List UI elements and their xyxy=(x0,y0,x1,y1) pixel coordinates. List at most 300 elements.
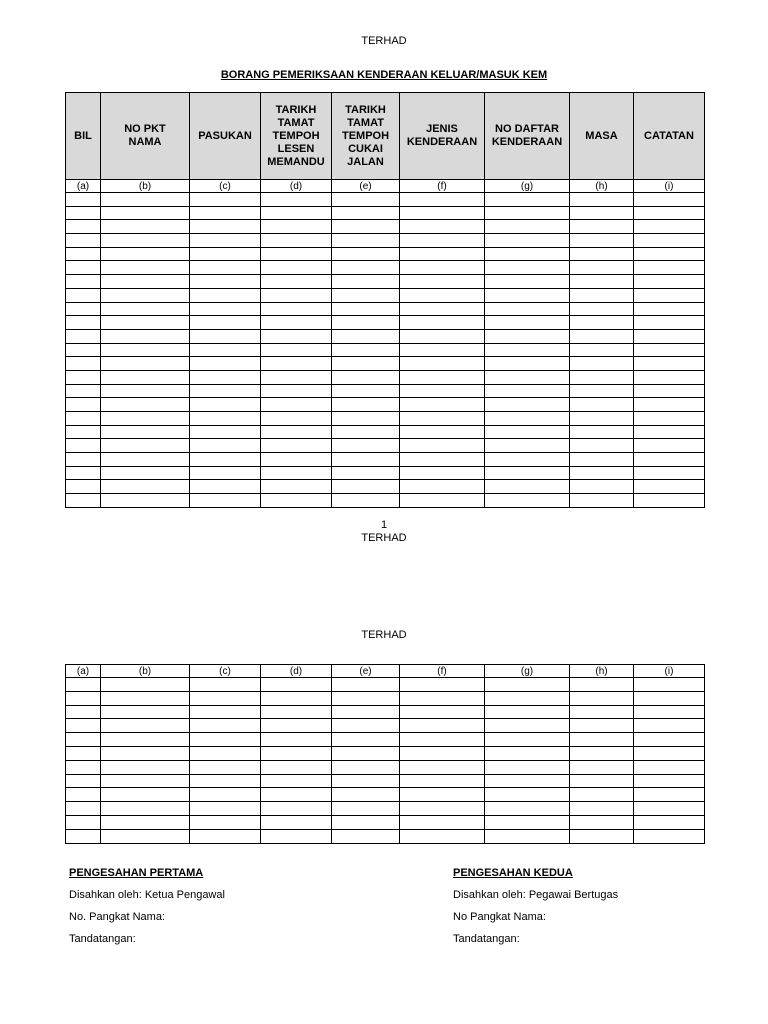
table-cell[interactable] xyxy=(332,357,400,371)
table-cell[interactable] xyxy=(400,788,485,802)
table-cell[interactable] xyxy=(485,788,570,802)
table-cell[interactable] xyxy=(634,774,705,788)
table-cell[interactable] xyxy=(634,746,705,760)
table-cell[interactable] xyxy=(332,815,400,829)
table-cell[interactable] xyxy=(101,494,190,508)
table-cell[interactable] xyxy=(261,275,332,289)
table-cell[interactable] xyxy=(400,815,485,829)
table-cell[interactable] xyxy=(400,206,485,220)
table-cell[interactable] xyxy=(400,480,485,494)
table-cell[interactable] xyxy=(570,466,634,480)
table-cell[interactable] xyxy=(634,829,705,843)
table-cell[interactable] xyxy=(66,802,101,816)
table-cell[interactable] xyxy=(485,412,570,426)
table-cell[interactable] xyxy=(101,719,190,733)
table-cell[interactable] xyxy=(66,705,101,719)
table-cell[interactable] xyxy=(332,398,400,412)
table-cell[interactable] xyxy=(400,691,485,705)
table-cell[interactable] xyxy=(634,398,705,412)
table-cell[interactable] xyxy=(66,329,101,343)
table-cell[interactable] xyxy=(634,370,705,384)
table-cell[interactable] xyxy=(66,439,101,453)
table-cell[interactable] xyxy=(400,678,485,692)
table-cell[interactable] xyxy=(634,691,705,705)
table-cell[interactable] xyxy=(261,788,332,802)
table-cell[interactable] xyxy=(570,234,634,248)
table-cell[interactable] xyxy=(485,357,570,371)
table-cell[interactable] xyxy=(190,480,261,494)
table-cell[interactable] xyxy=(190,788,261,802)
table-cell[interactable] xyxy=(101,439,190,453)
table-cell[interactable] xyxy=(570,288,634,302)
table-cell[interactable] xyxy=(332,705,400,719)
table-cell[interactable] xyxy=(101,193,190,207)
table-cell[interactable] xyxy=(400,357,485,371)
table-cell[interactable] xyxy=(101,829,190,843)
table-cell[interactable] xyxy=(261,220,332,234)
table-cell[interactable] xyxy=(190,234,261,248)
table-cell[interactable] xyxy=(261,466,332,480)
table-cell[interactable] xyxy=(332,760,400,774)
table-cell[interactable] xyxy=(332,425,400,439)
table-cell[interactable] xyxy=(101,705,190,719)
table-cell[interactable] xyxy=(190,302,261,316)
table-cell[interactable] xyxy=(400,247,485,261)
table-cell[interactable] xyxy=(101,788,190,802)
table-cell[interactable] xyxy=(101,453,190,467)
table-cell[interactable] xyxy=(400,288,485,302)
table-cell[interactable] xyxy=(332,329,400,343)
table-cell[interactable] xyxy=(485,719,570,733)
table-cell[interactable] xyxy=(332,746,400,760)
table-cell[interactable] xyxy=(570,220,634,234)
table-cell[interactable] xyxy=(485,774,570,788)
table-cell[interactable] xyxy=(332,302,400,316)
table-cell[interactable] xyxy=(485,234,570,248)
table-cell[interactable] xyxy=(570,453,634,467)
table-cell[interactable] xyxy=(66,398,101,412)
table-cell[interactable] xyxy=(634,275,705,289)
table-cell[interactable] xyxy=(101,247,190,261)
table-cell[interactable] xyxy=(101,733,190,747)
table-cell[interactable] xyxy=(485,316,570,330)
table-cell[interactable] xyxy=(66,234,101,248)
table-cell[interactable] xyxy=(570,760,634,774)
table-cell[interactable] xyxy=(400,412,485,426)
table-cell[interactable] xyxy=(485,815,570,829)
table-cell[interactable] xyxy=(400,316,485,330)
table-cell[interactable] xyxy=(101,357,190,371)
table-cell[interactable] xyxy=(332,370,400,384)
table-cell[interactable] xyxy=(66,206,101,220)
table-cell[interactable] xyxy=(570,398,634,412)
table-cell[interactable] xyxy=(332,480,400,494)
table-cell[interactable] xyxy=(190,425,261,439)
table-cell[interactable] xyxy=(570,412,634,426)
table-cell[interactable] xyxy=(66,719,101,733)
table-cell[interactable] xyxy=(485,261,570,275)
table-cell[interactable] xyxy=(190,719,261,733)
table-cell[interactable] xyxy=(634,316,705,330)
table-cell[interactable] xyxy=(485,829,570,843)
table-cell[interactable] xyxy=(485,494,570,508)
table-cell[interactable] xyxy=(261,802,332,816)
table-cell[interactable] xyxy=(400,329,485,343)
table-cell[interactable] xyxy=(261,316,332,330)
table-cell[interactable] xyxy=(190,733,261,747)
table-cell[interactable] xyxy=(400,733,485,747)
table-cell[interactable] xyxy=(261,370,332,384)
table-cell[interactable] xyxy=(332,733,400,747)
table-cell[interactable] xyxy=(190,760,261,774)
table-cell[interactable] xyxy=(66,425,101,439)
table-cell[interactable] xyxy=(570,439,634,453)
table-cell[interactable] xyxy=(190,453,261,467)
table-cell[interactable] xyxy=(570,384,634,398)
table-cell[interactable] xyxy=(332,719,400,733)
table-cell[interactable] xyxy=(570,494,634,508)
table-cell[interactable] xyxy=(332,343,400,357)
table-cell[interactable] xyxy=(101,746,190,760)
table-cell[interactable] xyxy=(190,220,261,234)
table-cell[interactable] xyxy=(66,494,101,508)
table-cell[interactable] xyxy=(400,370,485,384)
table-cell[interactable] xyxy=(66,691,101,705)
table-cell[interactable] xyxy=(570,206,634,220)
table-cell[interactable] xyxy=(332,829,400,843)
table-cell[interactable] xyxy=(261,719,332,733)
table-cell[interactable] xyxy=(400,774,485,788)
table-cell[interactable] xyxy=(66,412,101,426)
table-cell[interactable] xyxy=(261,733,332,747)
table-cell[interactable] xyxy=(570,329,634,343)
table-cell[interactable] xyxy=(101,275,190,289)
table-cell[interactable] xyxy=(190,774,261,788)
table-cell[interactable] xyxy=(261,691,332,705)
table-cell[interactable] xyxy=(634,439,705,453)
table-cell[interactable] xyxy=(400,425,485,439)
table-cell[interactable] xyxy=(261,357,332,371)
table-cell[interactable] xyxy=(570,316,634,330)
table-cell[interactable] xyxy=(485,691,570,705)
table-cell[interactable] xyxy=(485,480,570,494)
table-cell[interactable] xyxy=(332,453,400,467)
table-cell[interactable] xyxy=(66,247,101,261)
table-cell[interactable] xyxy=(634,247,705,261)
table-cell[interactable] xyxy=(634,480,705,494)
table-cell[interactable] xyxy=(101,691,190,705)
table-cell[interactable] xyxy=(570,370,634,384)
table-cell[interactable] xyxy=(634,302,705,316)
table-cell[interactable] xyxy=(101,425,190,439)
table-cell[interactable] xyxy=(485,370,570,384)
table-cell[interactable] xyxy=(101,466,190,480)
table-cell[interactable] xyxy=(570,719,634,733)
table-cell[interactable] xyxy=(66,453,101,467)
table-cell[interactable] xyxy=(261,329,332,343)
table-cell[interactable] xyxy=(66,316,101,330)
table-cell[interactable] xyxy=(634,384,705,398)
table-cell[interactable] xyxy=(485,439,570,453)
table-cell[interactable] xyxy=(332,384,400,398)
table-cell[interactable] xyxy=(400,193,485,207)
table-cell[interactable] xyxy=(332,802,400,816)
table-cell[interactable] xyxy=(332,234,400,248)
table-cell[interactable] xyxy=(570,275,634,289)
table-cell[interactable] xyxy=(570,302,634,316)
table-cell[interactable] xyxy=(261,384,332,398)
table-cell[interactable] xyxy=(66,733,101,747)
table-cell[interactable] xyxy=(485,705,570,719)
table-cell[interactable] xyxy=(634,343,705,357)
table-cell[interactable] xyxy=(101,206,190,220)
table-cell[interactable] xyxy=(261,288,332,302)
table-cell[interactable] xyxy=(332,288,400,302)
table-cell[interactable] xyxy=(101,261,190,275)
table-cell[interactable] xyxy=(101,398,190,412)
table-cell[interactable] xyxy=(261,247,332,261)
table-cell[interactable] xyxy=(332,206,400,220)
table-cell[interactable] xyxy=(66,746,101,760)
table-cell[interactable] xyxy=(261,815,332,829)
table-cell[interactable] xyxy=(101,370,190,384)
table-cell[interactable] xyxy=(332,193,400,207)
table-cell[interactable] xyxy=(400,802,485,816)
table-cell[interactable] xyxy=(66,343,101,357)
table-cell[interactable] xyxy=(190,357,261,371)
table-cell[interactable] xyxy=(190,412,261,426)
table-cell[interactable] xyxy=(332,247,400,261)
table-cell[interactable] xyxy=(485,466,570,480)
table-cell[interactable] xyxy=(261,678,332,692)
table-cell[interactable] xyxy=(332,678,400,692)
table-cell[interactable] xyxy=(190,247,261,261)
table-cell[interactable] xyxy=(190,288,261,302)
table-cell[interactable] xyxy=(570,678,634,692)
table-cell[interactable] xyxy=(66,466,101,480)
table-cell[interactable] xyxy=(101,234,190,248)
table-cell[interactable] xyxy=(101,774,190,788)
table-cell[interactable] xyxy=(101,302,190,316)
table-cell[interactable] xyxy=(400,261,485,275)
table-cell[interactable] xyxy=(400,384,485,398)
table-cell[interactable] xyxy=(570,705,634,719)
table-cell[interactable] xyxy=(190,815,261,829)
table-cell[interactable] xyxy=(101,343,190,357)
table-cell[interactable] xyxy=(190,329,261,343)
table-cell[interactable] xyxy=(332,316,400,330)
table-cell[interactable] xyxy=(261,234,332,248)
table-cell[interactable] xyxy=(485,746,570,760)
table-cell[interactable] xyxy=(634,802,705,816)
table-cell[interactable] xyxy=(634,234,705,248)
table-cell[interactable] xyxy=(634,466,705,480)
table-cell[interactable] xyxy=(570,815,634,829)
table-cell[interactable] xyxy=(190,206,261,220)
table-cell[interactable] xyxy=(190,829,261,843)
table-cell[interactable] xyxy=(66,357,101,371)
table-cell[interactable] xyxy=(400,439,485,453)
table-cell[interactable] xyxy=(66,829,101,843)
table-cell[interactable] xyxy=(332,275,400,289)
table-cell[interactable] xyxy=(66,760,101,774)
table-cell[interactable] xyxy=(570,247,634,261)
table-cell[interactable] xyxy=(400,398,485,412)
table-cell[interactable] xyxy=(66,220,101,234)
table-cell[interactable] xyxy=(570,691,634,705)
table-cell[interactable] xyxy=(190,384,261,398)
table-cell[interactable] xyxy=(332,466,400,480)
table-cell[interactable] xyxy=(634,357,705,371)
table-cell[interactable] xyxy=(190,261,261,275)
table-cell[interactable] xyxy=(400,220,485,234)
table-cell[interactable] xyxy=(332,774,400,788)
table-cell[interactable] xyxy=(261,705,332,719)
table-cell[interactable] xyxy=(570,774,634,788)
table-cell[interactable] xyxy=(400,302,485,316)
table-cell[interactable] xyxy=(190,398,261,412)
table-cell[interactable] xyxy=(634,261,705,275)
table-cell[interactable] xyxy=(570,480,634,494)
table-cell[interactable] xyxy=(66,370,101,384)
table-cell[interactable] xyxy=(485,247,570,261)
table-cell[interactable] xyxy=(570,788,634,802)
table-cell[interactable] xyxy=(261,343,332,357)
table-cell[interactable] xyxy=(634,288,705,302)
table-cell[interactable] xyxy=(485,398,570,412)
table-cell[interactable] xyxy=(570,746,634,760)
table-cell[interactable] xyxy=(190,193,261,207)
table-cell[interactable] xyxy=(66,275,101,289)
table-cell[interactable] xyxy=(570,261,634,275)
table-cell[interactable] xyxy=(190,705,261,719)
table-cell[interactable] xyxy=(101,384,190,398)
table-cell[interactable] xyxy=(485,275,570,289)
table-cell[interactable] xyxy=(400,705,485,719)
table-cell[interactable] xyxy=(634,193,705,207)
table-cell[interactable] xyxy=(261,425,332,439)
table-cell[interactable] xyxy=(570,193,634,207)
table-cell[interactable] xyxy=(261,193,332,207)
table-cell[interactable] xyxy=(66,678,101,692)
table-cell[interactable] xyxy=(190,691,261,705)
table-cell[interactable] xyxy=(570,733,634,747)
table-cell[interactable] xyxy=(400,746,485,760)
table-cell[interactable] xyxy=(66,774,101,788)
table-cell[interactable] xyxy=(400,829,485,843)
table-cell[interactable] xyxy=(66,261,101,275)
table-cell[interactable] xyxy=(485,453,570,467)
table-cell[interactable] xyxy=(634,705,705,719)
table-cell[interactable] xyxy=(261,746,332,760)
table-cell[interactable] xyxy=(101,329,190,343)
table-cell[interactable] xyxy=(66,815,101,829)
table-cell[interactable] xyxy=(66,788,101,802)
table-cell[interactable] xyxy=(101,480,190,494)
table-cell[interactable] xyxy=(190,746,261,760)
table-cell[interactable] xyxy=(261,829,332,843)
table-cell[interactable] xyxy=(485,193,570,207)
table-cell[interactable] xyxy=(261,439,332,453)
table-cell[interactable] xyxy=(634,733,705,747)
table-cell[interactable] xyxy=(400,719,485,733)
table-cell[interactable] xyxy=(634,719,705,733)
table-cell[interactable] xyxy=(190,466,261,480)
table-cell[interactable] xyxy=(634,494,705,508)
table-cell[interactable] xyxy=(261,206,332,220)
table-cell[interactable] xyxy=(66,193,101,207)
table-cell[interactable] xyxy=(190,275,261,289)
table-cell[interactable] xyxy=(570,357,634,371)
table-cell[interactable] xyxy=(332,220,400,234)
table-cell[interactable] xyxy=(261,774,332,788)
table-cell[interactable] xyxy=(485,384,570,398)
table-cell[interactable] xyxy=(634,760,705,774)
table-cell[interactable] xyxy=(485,302,570,316)
table-cell[interactable] xyxy=(261,453,332,467)
table-cell[interactable] xyxy=(101,220,190,234)
table-cell[interactable] xyxy=(332,494,400,508)
table-cell[interactable] xyxy=(634,815,705,829)
table-cell[interactable] xyxy=(634,220,705,234)
table-cell[interactable] xyxy=(634,788,705,802)
table-cell[interactable] xyxy=(261,302,332,316)
table-cell[interactable] xyxy=(570,343,634,357)
table-cell[interactable] xyxy=(332,261,400,275)
table-cell[interactable] xyxy=(400,760,485,774)
table-cell[interactable] xyxy=(261,760,332,774)
table-cell[interactable] xyxy=(400,494,485,508)
table-cell[interactable] xyxy=(570,425,634,439)
table-cell[interactable] xyxy=(485,802,570,816)
table-cell[interactable] xyxy=(485,343,570,357)
table-cell[interactable] xyxy=(101,802,190,816)
table-cell[interactable] xyxy=(485,760,570,774)
table-cell[interactable] xyxy=(400,234,485,248)
table-cell[interactable] xyxy=(570,802,634,816)
table-cell[interactable] xyxy=(570,829,634,843)
table-cell[interactable] xyxy=(634,329,705,343)
table-cell[interactable] xyxy=(400,453,485,467)
table-cell[interactable] xyxy=(400,343,485,357)
table-cell[interactable] xyxy=(66,480,101,494)
table-cell[interactable] xyxy=(190,316,261,330)
table-cell[interactable] xyxy=(261,398,332,412)
table-cell[interactable] xyxy=(261,494,332,508)
table-cell[interactable] xyxy=(485,206,570,220)
table-cell[interactable] xyxy=(190,678,261,692)
table-cell[interactable] xyxy=(485,678,570,692)
table-cell[interactable] xyxy=(101,412,190,426)
table-cell[interactable] xyxy=(101,678,190,692)
table-cell[interactable] xyxy=(400,275,485,289)
table-cell[interactable] xyxy=(190,802,261,816)
table-cell[interactable] xyxy=(66,302,101,316)
table-cell[interactable] xyxy=(485,288,570,302)
table-cell[interactable] xyxy=(261,261,332,275)
table-cell[interactable] xyxy=(66,288,101,302)
table-cell[interactable] xyxy=(261,412,332,426)
table-cell[interactable] xyxy=(190,494,261,508)
table-cell[interactable] xyxy=(101,316,190,330)
table-cell[interactable] xyxy=(634,425,705,439)
table-cell[interactable] xyxy=(485,733,570,747)
table-cell[interactable] xyxy=(332,412,400,426)
table-cell[interactable] xyxy=(190,439,261,453)
table-cell[interactable] xyxy=(190,370,261,384)
table-cell[interactable] xyxy=(101,288,190,302)
table-cell[interactable] xyxy=(485,220,570,234)
